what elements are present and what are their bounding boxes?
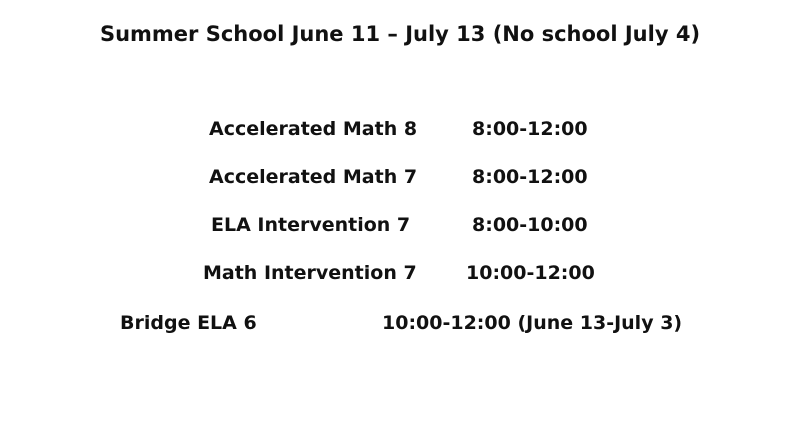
course-name: Accelerated Math 7 [209,166,418,188]
course-name: ELA Intervention 7 [211,214,411,236]
course-name: Bridge ELA 6 [120,312,257,334]
course-time: 8:00-12:00 [472,166,588,188]
schedule-row-accelerated-math-8 [0,118,800,148]
page-title: Summer School June 11 – July 13 (No school July 4) [99,22,701,46]
course-time: 8:00-10:00 [472,214,588,236]
course-name: Accelerated Math 8 [209,118,418,140]
schedule-row-math-intervention-7 [0,262,800,292]
schedule-row-accelerated-math-7 [0,166,800,196]
course-time: 10:00-12:00 [466,262,595,284]
schedule-row-ela-intervention-7 [0,214,800,244]
schedule-row-bridge-ela-6 [0,312,800,342]
course-time: 8:00-12:00 [472,118,588,140]
course-name: Math Intervention 7 [203,262,417,284]
course-time: 10:00-12:00 (June 13-July 3) [382,312,683,334]
